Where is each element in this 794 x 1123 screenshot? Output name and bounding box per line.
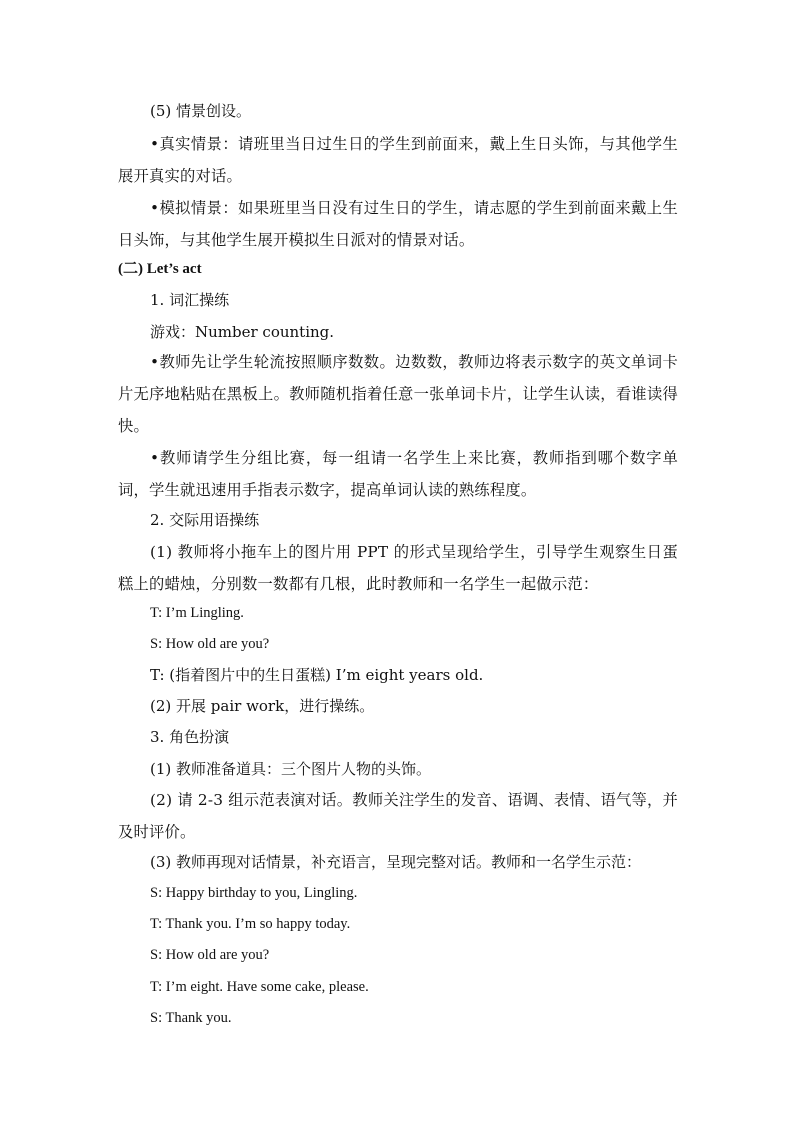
- group-competition-paragraph: •教师请学生分组比赛，每一组请一名学生上来比赛，教师指到哪个数字单词，学生就迅速用手指表示数字，提高单词认读的熟练程度。: [118, 449, 678, 499]
- pair-work-line: (2) 开展 pair work，进行操练。: [150, 697, 375, 715]
- section-heading-lets-act: (二) Let’s act: [118, 261, 202, 277]
- counting-activity-paragraph: •教师先让学生轮流按照顺序数数。边数数，教师边将表示数字的英文单词卡片无序地粘贴在黑板上。教师随机指着任意一张单词卡片，让学生认读，看谁读得快。: [118, 353, 678, 435]
- full-dialogue-intro: (3) 教师再现对话情景，补充语言，呈现完整对话。教师和一名学生示范：: [150, 853, 642, 871]
- situation-heading: (5) 情景创设。: [150, 102, 252, 120]
- demonstration-paragraph: (2) 请 2-3 组示范表演对话。教师关注学生的发音、语调、表情、语气等，并及时评价。: [118, 791, 678, 841]
- role-play-heading: 3. 角色扮演: [150, 728, 230, 746]
- real-situation-paragraph: •真实情景：请班里当日过生日的学生到前面来，戴上生日头饰，与其他学生展开真实的对话。: [118, 135, 678, 185]
- ppt-presentation-paragraph: (1) 教师将小拖车上的图片用 PPT 的形式呈现给学生，引导学生观察生日蛋糕上的蜡烛，分别数一数都有几根，此时教师和一名学生一起做示范：: [118, 543, 678, 593]
- dialogue-line: S: How old are you?: [150, 636, 270, 652]
- communication-practice-heading: 2. 交际用语操练: [150, 511, 260, 529]
- vocabulary-practice-heading: 1. 词汇操练: [150, 291, 230, 309]
- dialogue-line: T: I’m Lingling.: [150, 605, 244, 621]
- dialogue-line: T: I’m eight. Have some cake, please.: [150, 979, 369, 995]
- dialogue-line: S: Happy birthday to you, Lingling.: [150, 885, 358, 901]
- dialogue-line: S: Thank you.: [150, 1010, 232, 1026]
- simulated-situation-paragraph: •模拟情景：如果班里当日没有过生日的学生，请志愿的学生到前面来戴上生日头饰，与其他学生展开模拟生日派对的情景对话。: [118, 199, 678, 249]
- props-line: (1) 教师准备道具：三个图片人物的头饰。: [150, 760, 432, 778]
- dialogue-line: T: (指着图片中的生日蛋糕) I’m eight years old.: [150, 666, 484, 684]
- dialogue-line: S: How old are you?: [150, 947, 270, 963]
- game-line: 游戏：Number counting.: [150, 323, 335, 341]
- dialogue-line: T: Thank you. I’m so happy today.: [150, 916, 351, 932]
